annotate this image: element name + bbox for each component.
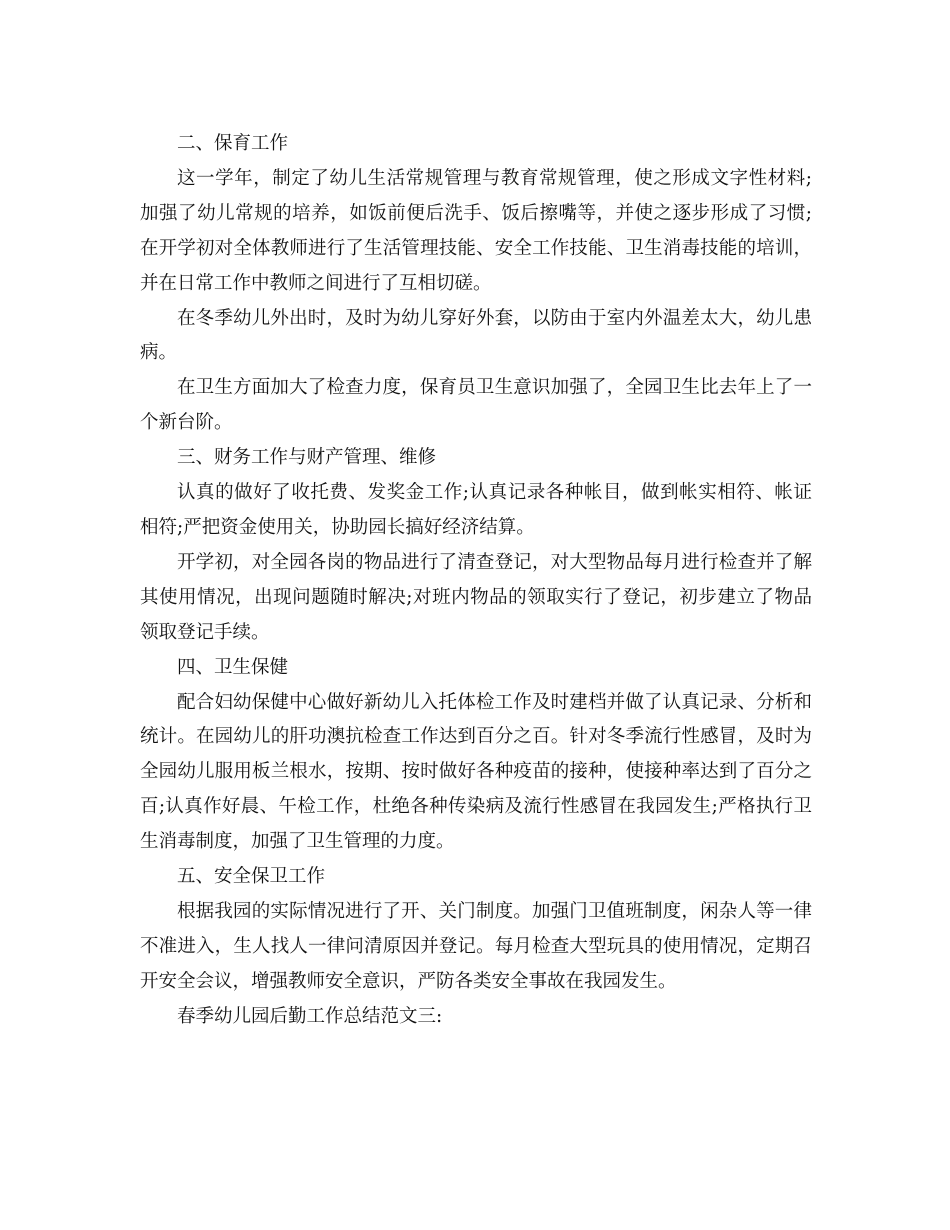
paragraph: 在冬季幼儿外出时，及时为幼儿穿好外套，以防由于室内外温差太大，幼儿患病。 [140,307,812,364]
paragraph: 配合妇幼保健中心做好新幼儿入托体检工作及时建档并做了认真记录、分析和统计。在园幼儿的肝功澳抗检查工作达到百分之百。针对冬季流行性感冒，及时为全园幼儿服用板兰根水，按期、按时做好各种疫苗的接种，使接种率达到了百分之百;认真作好晨、午检工作，杜绝各种传染病及流行性感冒在我园发生;严格执行卫生消毒制度，加强了卫生管理的力度。 [140,691,812,853]
section-heading-finance: 三、财务工作与财产管理、维修 [177,447,437,469]
paragraph: 在卫生方面加大了检查力度，保育员卫生意识加强了，全园卫生比去年上了一个新台阶。 [140,377,812,434]
document-body [140,127,812,1035]
section-heading-safety: 五、安全保卫工作 [177,866,326,888]
paragraph: 春季幼儿园后勤工作总结范文三: [177,1005,443,1027]
paragraph: 这一学年，制定了幼儿生活常规管理与教育常规管理，使之形成文字性材料;加强了幼儿常规的培养，如饭前便后洗手、饭后擦嘴等，并使之逐步形成了习惯;在开学初对全体教师进行了生活管理技能、安全工作技能、卫生消毒技能的培训，并在日常工作中教师之间进行了互相切磋。 [140,167,812,294]
paragraph: 开学初，对全园各岗的物品进行了清查登记，对大型物品每月进行检查并了解其使用情况，出现问题随时解决;对班内物品的领取实行了登记，初步建立了物品领取登记手续。 [140,551,812,643]
paragraph: 认真的做好了收托费、发奖金工作;认真记录各种帐目，做到帐实相符、帐证相符;严把资金使用关，协助园长搞好经济结算。 [140,482,812,538]
section-heading-nursing: 二、保育工作 [177,133,289,154]
section-heading-health: 四、卫生保健 [177,656,289,678]
paragraph: 根据我园的实际情况进行了开、关门制度。加强门卫值班制度，闲杂人等一律不准进入，生人找人一律问清原因并登记。每月检查大型玩具的使用情况，定期召开安全会议，增强教师安全意识，严防各类安全事故在我园发生。 [140,900,812,992]
